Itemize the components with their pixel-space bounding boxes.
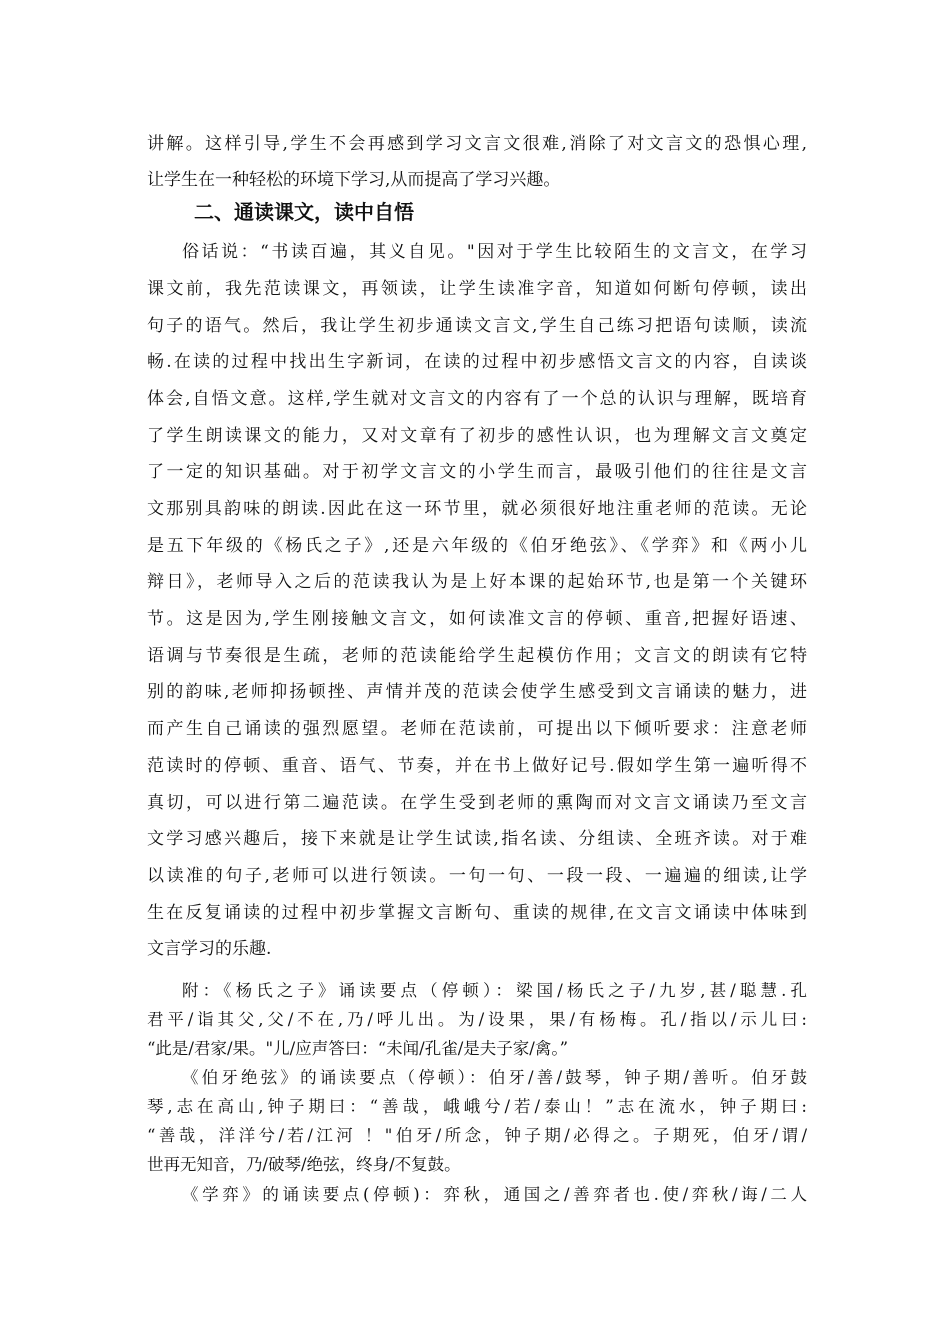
appendix-line: 琴,志在高山,钟子期曰：“善哉，峨峨兮/若/泰山！”志在流水，钟子期曰: (147, 1097, 807, 1116)
paragraph-line: 范读时的停顿、重音、语气、节奏，并在书上做好记号.假如学生第一遍听得不 (147, 756, 807, 776)
appendix-line: “善哉，洋洋兮/若/江河 ！"伯牙/所念，钟子期/必得之。子期死，伯牙/谓/ (147, 1126, 807, 1145)
paragraph-line: 语调与节奏很是生疏，老师的范读能给学生起模仿作用；文言文的朗读有它特 (147, 646, 807, 666)
paragraph-line: 课文前，我先范读课文，再领读，让学生读准字音，知道如何断句停顿，读出 (147, 279, 807, 299)
paragraph-line: 是五下年级的《杨氏之子》,还是六年级的《伯牙绝弦》、《学弈》和《两小儿 (147, 536, 807, 556)
paragraph-line: 生在反复诵读的过程中初步掌握文言断句、重读的规律,在文言文诵读中体味到 (147, 903, 807, 923)
paragraph-line: 俗话说：“书读百遍，其义自见。"因对于学生比较陌生的文言文，在学习 (182, 242, 807, 262)
paragraph-line: 真切，可以进行第二遍范读。在学生受到老师的熏陶而对文言文诵读乃至文言 (147, 793, 807, 813)
paragraph-line: 畅.在读的过程中找出生字新词，在读的过程中初步感悟文言文的内容，自读谈 (147, 352, 807, 372)
paragraph-line: 文言学习的乐趣. (147, 939, 272, 959)
paragraph-line: 而产生自己诵读的强烈愿望。老师在范读前，可提出以下倾听要求：注意老师 (147, 719, 807, 739)
paragraph-line: 辩日》，老师导入之后的范读我认为是上好本课的起始环节,也是第一个关键环 (147, 572, 807, 592)
paragraph-line: 句子的语气。然后，我让学生初步通读文言文,学生自己练习把语句读顺，读流 (147, 316, 807, 336)
paragraph-line: 文学习感兴趣后，接下来就是让学生试读,指名读、分组读、全班齐读。对于难 (147, 829, 807, 849)
paragraph-line: 节。这是因为,学生刚接触文言文，如何读准文言的停顿、重音,把握好语速、 (147, 609, 807, 629)
paragraph-line: 文那别具韵味的朗读.因此在这一环节里，就必须很好地注重老师的范读。无论 (147, 499, 807, 519)
paragraph-line: 以读准的句子,老师可以进行领读。一句一句、一段一段、一遍遍的细读,让学 (147, 866, 807, 886)
paragraph-line: 了一定的知识基础。对于初学文言文的小学生而言，最吸引他们的往往是文言 (147, 462, 807, 482)
appendix-line: 《伯牙绝弦》的诵读要点（停顿）：伯牙/善/鼓琴，钟子期/善听。伯牙鼓 (182, 1068, 807, 1087)
appendix-line: 《学弈》的诵读要点(停顿)：弈秋，通国之/善弈者也.使/弈秋/诲/二人 (182, 1185, 807, 1204)
paragraph-line: 体会,自悟文意。这样,学生就对文言文的内容有了一个总的认识与理解，既培育 (147, 389, 807, 409)
paragraph-line: 别的韵味,老师抑扬顿挫、声情并茂的范读会使学生感受到文言诵读的魅力，进 (147, 682, 807, 702)
appendix-line: 君平/诣其父,父/不在,乃/呼儿出。为/设果，果/有杨梅。孔/指以/示儿曰: (147, 1010, 807, 1029)
intro-line: 让学生在一种轻松的环境下学习,从而提高了学习兴趣。 (147, 170, 561, 190)
paragraph-line: 了学生朗读课文的能力，又对文章有了初步的感性认识，也为理解文言文奠定 (147, 426, 807, 446)
appendix-line: 世再无知音，乃/破琴/绝弦，终身/不复鼓。 (147, 1155, 461, 1174)
section-heading: 二、通读课文，读中自悟 (194, 200, 414, 224)
intro-line: 讲解。这样引导,学生不会再感到学习文言文很难,消除了对文言文的恐惧心理, (147, 134, 807, 154)
appendix-line: 附：《杨氏之子》诵读要点（停顿）：梁国/杨氏之子/九岁,甚/聪慧.孔 (182, 981, 807, 1000)
appendix-line: “此是/君家/果。"儿/应声答曰：“未闻/孔雀/是夫子家/禽。” (147, 1039, 568, 1058)
